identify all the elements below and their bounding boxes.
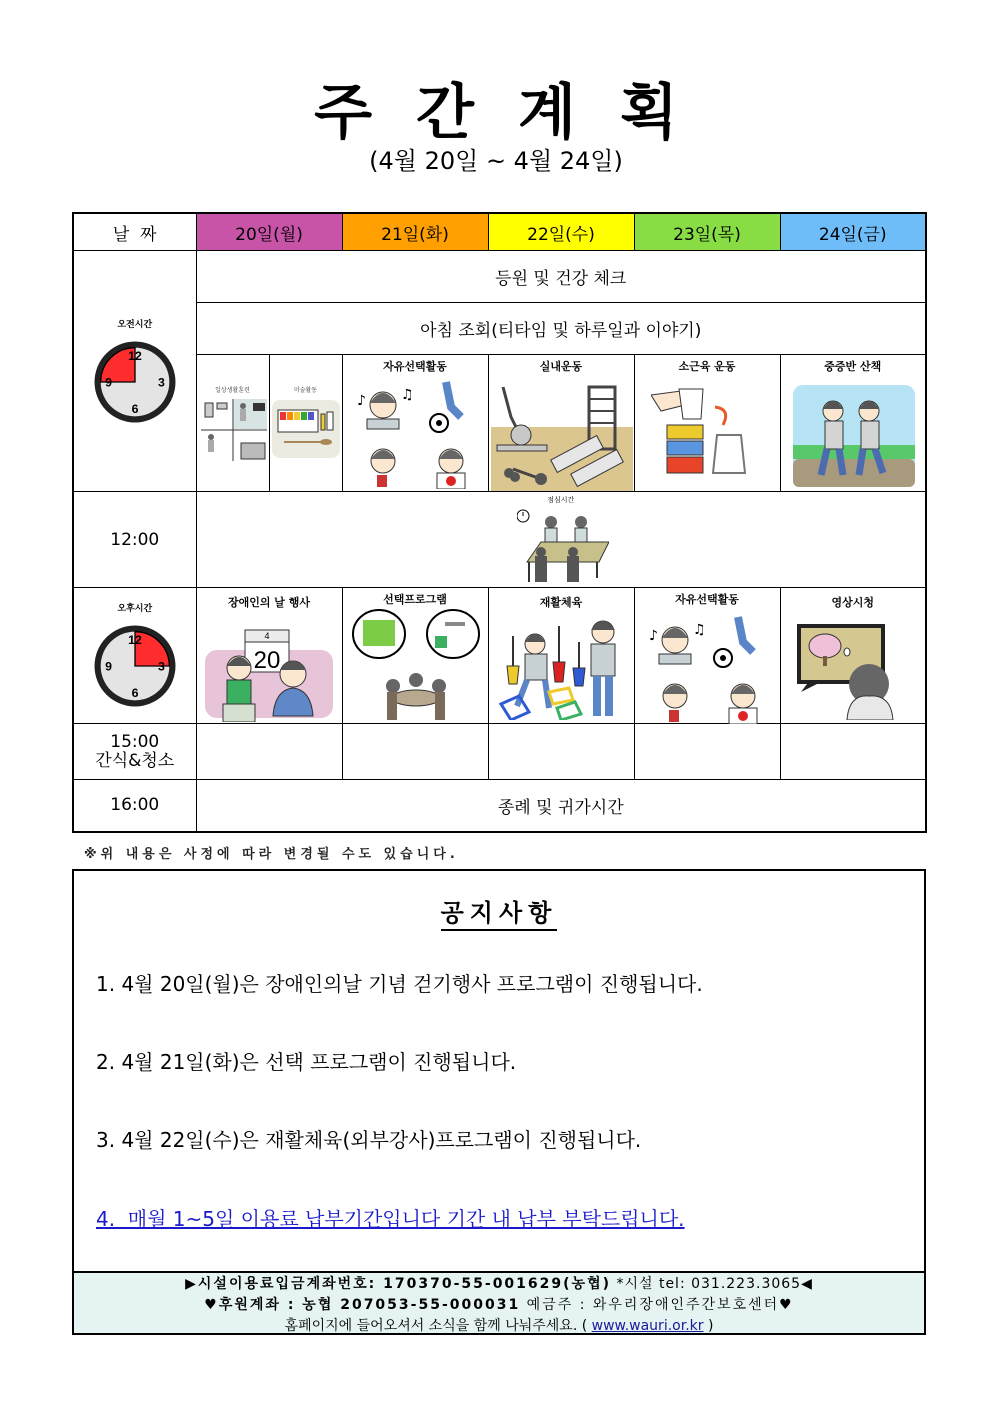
rehab-sports-icon [499,616,627,720]
dismissal-row [73,780,926,832]
footer-account-info [74,1271,924,1333]
svg-text:♫: ♫ [692,622,706,638]
arrival-health-check: 등원 및 건강 체크 [196,251,926,303]
activity-thu-fine-motor: 소근육 운동 [634,355,780,492]
clock-12-to-3-icon [91,622,179,710]
svg-text:♪: ♪ [356,393,366,409]
activity-wed-indoor-exercise: 실내운동 [488,355,634,492]
activity-mon-daily-living: 일상생활훈련 [196,355,269,492]
snack-row [73,724,926,780]
disability-day-icon [205,624,335,722]
activity-mon-art: 미술활동 [269,355,342,492]
afternoon-time-cell [73,588,196,724]
dismissal-label: 종례 및 귀가시간 [196,780,926,832]
svg-text:9: 9 [104,659,112,674]
cup-stacking-icon [651,385,761,489]
svg-text:9: 9 [104,374,112,389]
snack-wed [488,724,634,780]
activity-wed-rehab-sports: 재활체육 [488,588,634,724]
snack-fri [780,724,926,780]
svg-text:♪: ♪ [648,628,658,644]
lunch-cell [196,492,926,588]
walking-icon [793,385,915,487]
header-row [73,213,926,251]
activity-tue-free-choice: 자유선택활동 ♪ ♫ [342,355,488,492]
lunch-time: 12:00 [73,492,196,588]
snack-tue [342,724,488,780]
notice-box [72,869,926,1335]
tv-watching-icon [797,622,917,720]
day-header-fri: 24일(금) [780,213,926,251]
footer-line-2: ♥후원계좌 : 농협 207053-55-000031 예금주 : 와우리장애인주간보호센터♥ [204,1297,794,1313]
afternoon-label: 오후시간 [117,604,153,614]
svg-text:6: 6 [131,685,139,700]
activity-thu-free-choice: 자유선택활동 ♪ ♫ [634,588,780,724]
svg-text:12: 12 [127,633,142,647]
date-header: 날 짜 [73,213,196,251]
footer-line-3: 홈페이지에 들어오셔서 소식을 함께 나눠주세요. ( www.wauri.or.kr ) [284,1318,714,1334]
svg-text:20: 20 [253,647,280,674]
day-header-mon: 20일(월) [196,213,342,251]
day-header-tue: 21일(화) [342,213,488,251]
day-header-wed: 22일(수) [488,213,634,251]
footer-line-1: ▶시설이용료입금계좌번호: 170370-55-001629(농협) *시설 tel: 031.223.3065◀ [185,1276,813,1292]
afternoon-row [73,588,926,724]
svg-text:3: 3 [157,659,165,674]
art-supplies-icon [272,400,340,458]
page-title: 주간계획 [314,78,722,148]
svg-text:6: 6 [131,401,139,416]
weekly-schedule-table [72,212,927,833]
morning-time-cell [73,251,196,492]
day-header-thu: 23일(목) [634,213,780,251]
arrival-row [73,251,926,303]
lunch-label: 점심시간 [547,496,575,504]
lunch-row [73,492,926,588]
free-activity-icon [643,612,773,724]
date-range: (4월 20일 ~ 4월 24일) [369,147,623,175]
homepage-link[interactable]: www.wauri.or.kr [591,1318,704,1334]
notice-title: 공지사항 [74,893,924,928]
activity-fri-walk: 중증반 산책 [780,355,926,492]
clock-9-to-12-icon [91,338,179,426]
free-activity-icon [351,377,481,489]
snack-label: 간식&청소 [95,750,175,771]
activity-fri-video: 영상시청 [780,588,926,724]
activity-tue-choice-program: 선택프로그램 [342,588,488,724]
snack-thu [634,724,780,780]
morning-label: 오전시간 [117,319,153,330]
svg-text:12: 12 [127,348,142,363]
snack-mon [196,724,342,780]
dismissal-time: 16:00 [73,780,196,832]
morning-activities-row [73,355,926,492]
snack-time-cell [73,724,196,780]
activity-mon-disability-day: 장애인의 날 행사 4 20 [196,588,342,724]
assembly-row [73,303,926,355]
gym-equipment-icon [491,377,633,491]
notice-item-1: 1. 4월 20일(월)은 장애인의날 기념 걷기행사 프로그램이 진행됩니다. [96,972,703,996]
svg-text:♫: ♫ [400,387,414,403]
svg-text:4: 4 [263,631,270,641]
daily-living-icon [199,399,267,461]
disclaimer-note: ※위 내용은 사정에 따라 변경될 수도 있습니다. [84,847,459,862]
choice-program-icon [347,608,485,724]
svg-text:3: 3 [157,374,165,389]
snack-time: 15:00 [110,731,160,752]
notice-item-2: 2. 4월 21일(화)은 선택 프로그램이 진행됩니다. [96,1050,517,1074]
notice-item-3: 3. 4월 22일(수)은 재활체육(외부강사)프로그램이 진행됩니다. [96,1128,642,1152]
morning-assembly: 아침 조회(티타임 및 하루일과 이야기) [196,303,926,355]
notice-item-4: 4. 매월 1~5일 이용료 납부기간입니다 기간 내 납부 부탁드립니다. [96,1207,685,1231]
lunch-table-icon [517,506,609,584]
